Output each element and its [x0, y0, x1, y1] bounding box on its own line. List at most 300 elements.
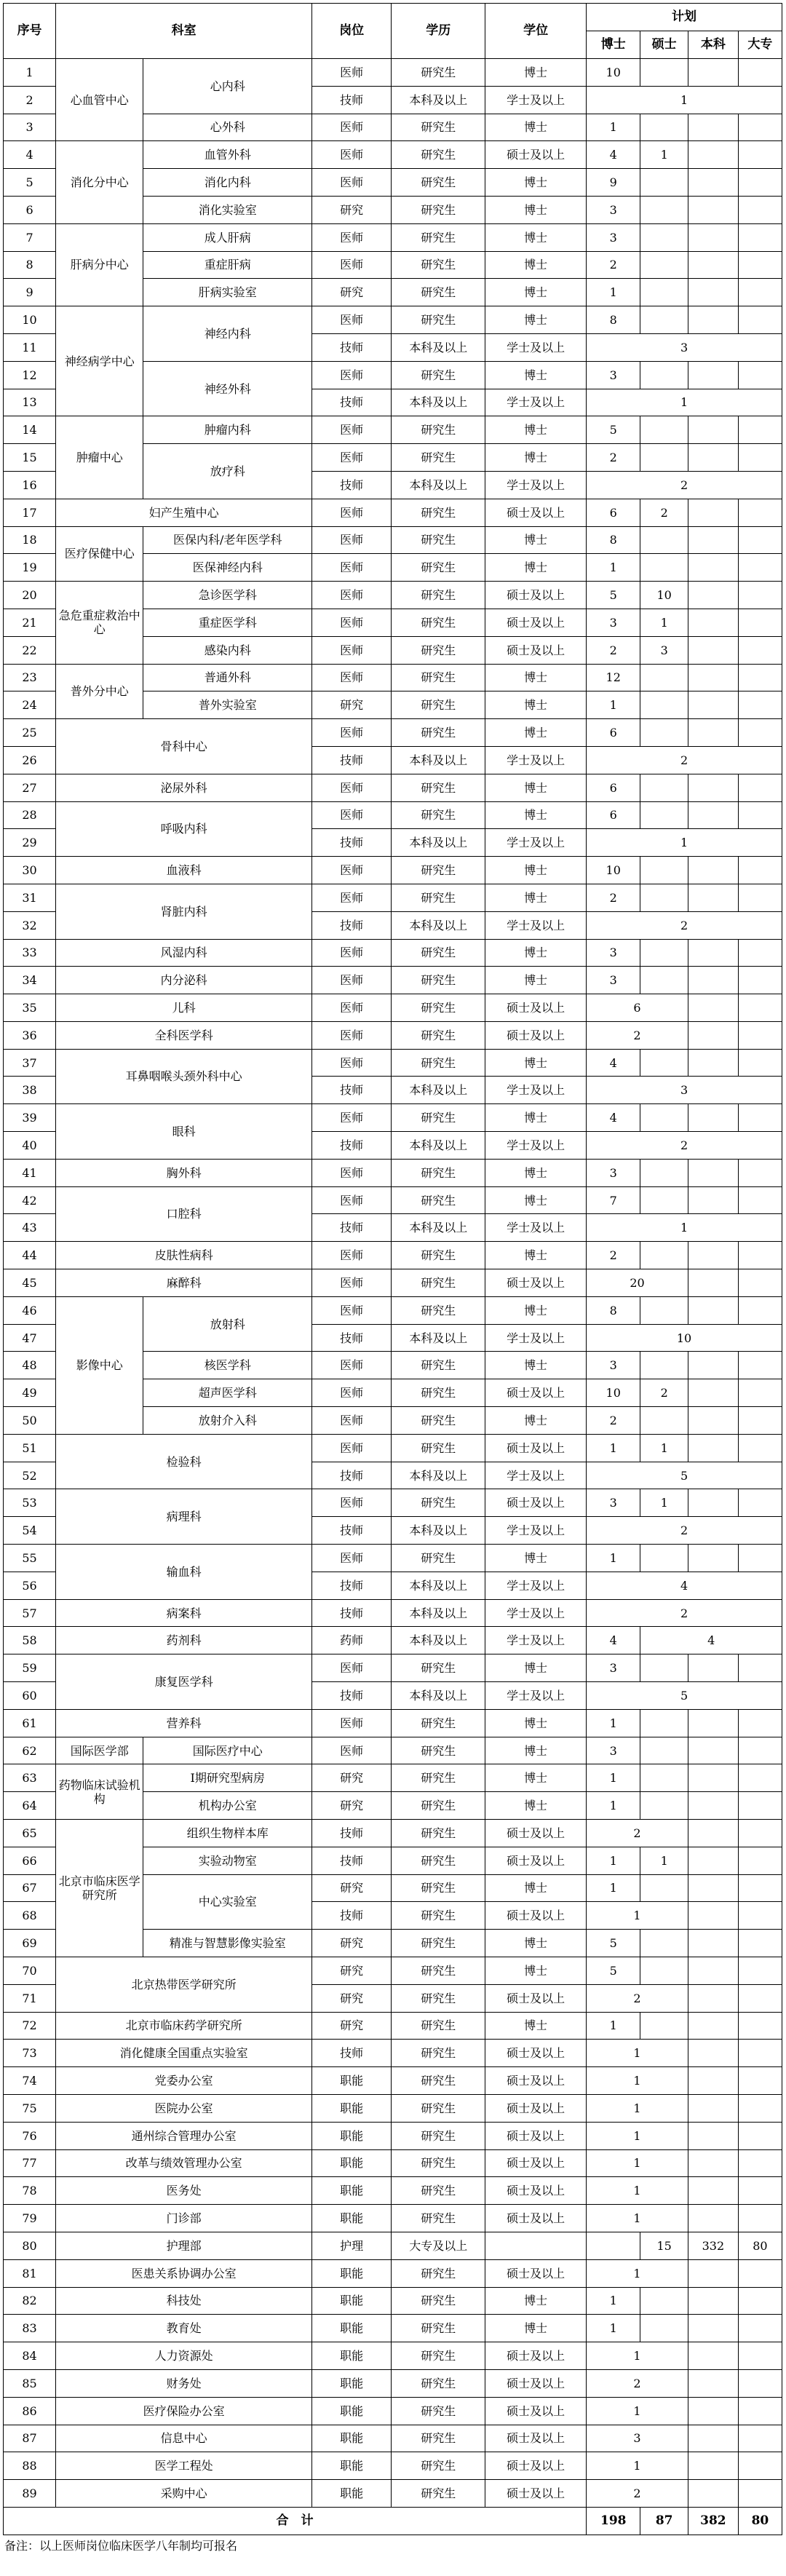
- table-row: [4, 994, 782, 1022]
- table-cell: [688, 361, 738, 389]
- table-cell: 本科及以上: [392, 1214, 485, 1242]
- table-cell: [688, 2067, 738, 2095]
- table-cell: [738, 114, 782, 141]
- recruitment-plan-table: [3, 3, 782, 2535]
- table-row: [4, 223, 782, 251]
- table-cell: 研究生: [392, 2480, 485, 2508]
- table-cell: 硕士及以上: [485, 1847, 587, 1874]
- table-cell: 5: [587, 1957, 640, 1984]
- table-cell: [738, 2122, 782, 2149]
- table-cell: 医师: [312, 1434, 392, 1462]
- table-row: [4, 1242, 782, 1269]
- table-cell: 10: [587, 857, 640, 884]
- table-cell: [688, 416, 738, 444]
- table-cell: [640, 223, 688, 251]
- row-number: 39: [4, 1104, 56, 1132]
- table-cell: 5: [587, 416, 640, 444]
- table-cell: 皮肤性病科: [56, 1242, 312, 1269]
- table-cell: [640, 196, 688, 223]
- table-row: [4, 2149, 782, 2177]
- table-cell: 医师: [312, 1296, 392, 1324]
- table-cell: 博士: [485, 719, 587, 747]
- table-cell: [738, 1847, 782, 1874]
- table-cell: 检验科: [56, 1434, 312, 1489]
- table-cell: 博士: [485, 884, 587, 911]
- table-cell: [640, 1352, 688, 1379]
- table-cell: [688, 994, 738, 1022]
- row-number: 64: [4, 1792, 56, 1820]
- table-cell: 医师: [312, 251, 392, 279]
- table-cell: 职能: [312, 2369, 392, 2397]
- row-number: 12: [4, 361, 56, 389]
- row-number: 89: [4, 2480, 56, 2508]
- table-row: [4, 2342, 782, 2370]
- table-cell: 博士: [485, 2012, 587, 2040]
- table-row: [4, 2122, 782, 2149]
- table-cell: 护理: [312, 2232, 392, 2259]
- table-cell: 10: [587, 1379, 640, 1407]
- table-cell: [738, 306, 782, 334]
- table-cell: 博士: [485, 939, 587, 967]
- table-cell: 研究生: [392, 2287, 485, 2315]
- table-cell: [688, 1186, 738, 1214]
- table-cell: 研究: [312, 196, 392, 223]
- table-cell: 8: [587, 1296, 640, 1324]
- table-cell: 医师: [312, 361, 392, 389]
- table-cell: 职能: [312, 2122, 392, 2149]
- table-cell: [738, 554, 782, 582]
- row-number: 87: [4, 2425, 56, 2452]
- table-cell: [587, 2232, 640, 2259]
- table-cell: 4: [587, 1572, 782, 1599]
- table-body: [4, 59, 782, 2508]
- table-cell: [738, 857, 782, 884]
- table-cell: [738, 582, 782, 609]
- row-number: 48: [4, 1352, 56, 1379]
- table-cell: [688, 1489, 738, 1517]
- table-cell: 研究: [312, 691, 392, 719]
- table-cell: 研究生: [392, 719, 485, 747]
- table-cell: [640, 1737, 688, 1764]
- table-cell: 医师: [312, 1049, 392, 1077]
- table-cell: [738, 2149, 782, 2177]
- table-cell: 博士: [485, 1874, 587, 1902]
- table-cell: [688, 554, 738, 582]
- table-cell: 1: [587, 2149, 688, 2177]
- table-cell: [688, 526, 738, 554]
- table-cell: 研究生: [392, 1296, 485, 1324]
- table-cell: 医师: [312, 719, 392, 747]
- table-cell: 1: [640, 1489, 688, 1517]
- table-row: [4, 1489, 782, 1517]
- table-cell: 学士及以上: [485, 86, 587, 114]
- table-cell: 研究生: [392, 774, 485, 801]
- table-cell: 3: [587, 361, 640, 389]
- table-cell: 研究生: [392, 1737, 485, 1764]
- table-cell: 研究生: [392, 2012, 485, 2040]
- table-cell: 2: [587, 884, 640, 911]
- row-number: 15: [4, 444, 56, 472]
- table-cell: 硕士及以上: [485, 2094, 587, 2122]
- table-cell: 学士及以上: [485, 333, 587, 361]
- row-number: 25: [4, 719, 56, 747]
- table-cell: 博士: [485, 1930, 587, 1957]
- table-cell: 研究生: [392, 1269, 485, 1297]
- table-cell: [688, 691, 738, 719]
- table-cell: 成人肝病: [143, 223, 312, 251]
- table-cell: 本科及以上: [392, 911, 485, 939]
- table-row: [4, 59, 782, 87]
- table-cell: 本科及以上: [392, 1572, 485, 1599]
- table-cell: 普外实验室: [143, 691, 312, 719]
- table-cell: [640, 1545, 688, 1572]
- row-number: 82: [4, 2287, 56, 2315]
- table-cell: 研究生: [392, 2149, 485, 2177]
- table-cell: 6: [587, 801, 640, 829]
- row-number: 7: [4, 223, 56, 251]
- row-number: 52: [4, 1462, 56, 1489]
- row-number: 2: [4, 86, 56, 114]
- table-cell: 6: [587, 719, 640, 747]
- row-number: 22: [4, 636, 56, 664]
- table-cell: 放射科: [143, 1296, 312, 1352]
- table-cell: 3: [587, 1352, 640, 1379]
- table-cell: 1: [587, 2259, 688, 2287]
- row-number: 37: [4, 1049, 56, 1077]
- table-cell: [640, 857, 688, 884]
- table-cell: 科技处: [56, 2287, 312, 2315]
- table-cell: [738, 2205, 782, 2232]
- table-cell: [688, 1407, 738, 1435]
- table-cell: [640, 2287, 688, 2315]
- table-cell: 内分泌科: [56, 967, 312, 994]
- table-cell: 肿瘤内科: [143, 416, 312, 444]
- table-cell: 硕士及以上: [485, 2205, 587, 2232]
- table-cell: 硕士及以上: [485, 2480, 587, 2508]
- table-cell: 麻醉科: [56, 1269, 312, 1297]
- table-cell: 2: [587, 2480, 688, 2508]
- row-number: 1: [4, 59, 56, 87]
- table-cell: [640, 801, 688, 829]
- table-cell: 博士: [485, 967, 587, 994]
- table-cell: 1: [587, 2287, 640, 2315]
- table-cell: 医疗保健中心: [56, 526, 143, 582]
- table-cell: 2: [587, 1820, 688, 1847]
- total-row: [4, 2507, 782, 2535]
- table-cell: 本科及以上: [392, 86, 485, 114]
- table-cell: 医师: [312, 857, 392, 884]
- table-cell: [640, 884, 688, 911]
- total-bachelor: 382: [688, 2507, 738, 2535]
- table-cell: 机构办公室: [143, 1792, 312, 1820]
- table-cell: 核医学科: [143, 1352, 312, 1379]
- table-cell: [738, 636, 782, 664]
- table-cell: 本科及以上: [392, 1077, 485, 1104]
- table-cell: 医师: [312, 1186, 392, 1214]
- table-cell: [738, 1434, 782, 1462]
- table-cell: [688, 2177, 738, 2205]
- table-cell: 博士: [485, 196, 587, 223]
- table-cell: 8: [587, 526, 640, 554]
- table-cell: 2: [587, 1599, 782, 1627]
- table-cell: 研究生: [392, 1874, 485, 1902]
- table-cell: [738, 1792, 782, 1820]
- table-cell: 研究生: [392, 691, 485, 719]
- table-cell: 护理部: [56, 2232, 312, 2259]
- table-cell: 2: [640, 499, 688, 526]
- table-cell: 1: [587, 2315, 640, 2342]
- footnote: 备注：以上医师岗位临床医学八年制均可报名: [4, 2539, 238, 2553]
- table-cell: [738, 1709, 782, 1737]
- table-cell: 硕士及以上: [485, 2067, 587, 2095]
- table-cell: [688, 1242, 738, 1269]
- table-cell: 1: [640, 1847, 688, 1874]
- table-cell: 3: [587, 223, 640, 251]
- row-number: 31: [4, 884, 56, 911]
- table-cell: [688, 857, 738, 884]
- table-cell: 硕士及以上: [485, 2122, 587, 2149]
- table-cell: [738, 884, 782, 911]
- table-cell: 神经病学中心: [56, 306, 143, 416]
- table-cell: [688, 801, 738, 829]
- table-cell: 2: [587, 471, 782, 499]
- table-cell: 1: [587, 2067, 688, 2095]
- row-number: 33: [4, 939, 56, 967]
- table-cell: 学士及以上: [485, 829, 587, 857]
- row-number: 40: [4, 1132, 56, 1160]
- table-cell: 硕士及以上: [485, 636, 587, 664]
- table-cell: 本科及以上: [392, 389, 485, 416]
- table-cell: 技师: [312, 1902, 392, 1930]
- row-number: 83: [4, 2315, 56, 2342]
- table-cell: 肾脏内科: [56, 884, 312, 939]
- table-cell: 研究生: [392, 1489, 485, 1517]
- table-cell: 332: [688, 2232, 738, 2259]
- table-cell: [640, 2315, 688, 2342]
- row-number: 10: [4, 306, 56, 334]
- table-cell: [738, 1021, 782, 1049]
- table-cell: 医师: [312, 526, 392, 554]
- table-cell: 4: [587, 1627, 640, 1654]
- table-cell: 博士: [485, 306, 587, 334]
- table-cell: [640, 279, 688, 306]
- table-cell: 研究: [312, 1792, 392, 1820]
- table-cell: [688, 1930, 738, 1957]
- table-cell: 研究生: [392, 196, 485, 223]
- table-cell: 消化健康全国重点实验室: [56, 2040, 312, 2067]
- table-cell: [738, 1489, 782, 1517]
- table-cell: [738, 196, 782, 223]
- table-cell: 15: [640, 2232, 688, 2259]
- table-cell: [688, 59, 738, 87]
- table-cell: 神经外科: [143, 361, 312, 416]
- table-cell: 消化内科: [143, 169, 312, 197]
- table-cell: [738, 1545, 782, 1572]
- table-cell: [688, 169, 738, 197]
- table-cell: 博士: [485, 416, 587, 444]
- table-cell: [688, 636, 738, 664]
- table-cell: 博士: [485, 1242, 587, 1269]
- row-number: 41: [4, 1159, 56, 1186]
- total-master: 87: [640, 2507, 688, 2535]
- table-cell: [688, 1654, 738, 1682]
- table-cell: 研究生: [392, 279, 485, 306]
- table-cell: 硕士及以上: [485, 1902, 587, 1930]
- header-plan: 计划: [587, 4, 782, 31]
- table-cell: 10: [587, 1324, 782, 1352]
- table-cell: 北京热带医学研究所: [56, 1957, 312, 2012]
- table-cell: [688, 1021, 738, 1049]
- row-number: 17: [4, 499, 56, 526]
- table-cell: [738, 2315, 782, 2342]
- table-cell: 4: [587, 1049, 640, 1077]
- table-cell: 博士: [485, 1186, 587, 1214]
- row-number: 30: [4, 857, 56, 884]
- table-cell: 博士: [485, 664, 587, 691]
- table-cell: 医师: [312, 223, 392, 251]
- table-row: [4, 2397, 782, 2425]
- table-cell: 技师: [312, 1214, 392, 1242]
- table-cell: 5: [587, 582, 640, 609]
- table-cell: 博士: [485, 1764, 587, 1792]
- table-cell: 硕士及以上: [485, 1984, 587, 2012]
- row-number: 34: [4, 967, 56, 994]
- table-cell: 1: [587, 389, 782, 416]
- table-cell: [640, 1186, 688, 1214]
- table-cell: 职能: [312, 2315, 392, 2342]
- table-cell: 研究生: [392, 1957, 485, 1984]
- table-cell: [738, 1957, 782, 1984]
- table-cell: 医师: [312, 1021, 392, 1049]
- table-cell: 博士: [485, 857, 587, 884]
- table-cell: 研究生: [392, 1847, 485, 1874]
- table-cell: 博士: [485, 526, 587, 554]
- row-number: 76: [4, 2122, 56, 2149]
- table-cell: 研究生: [392, 1709, 485, 1737]
- row-number: 20: [4, 582, 56, 609]
- table-cell: 医师: [312, 1379, 392, 1407]
- table-cell: 研究生: [392, 2205, 485, 2232]
- table-cell: 学士及以上: [485, 1627, 587, 1654]
- table-cell: 学士及以上: [485, 471, 587, 499]
- table-cell: [640, 306, 688, 334]
- table-cell: [688, 2094, 738, 2122]
- table-cell: 本科及以上: [392, 1599, 485, 1627]
- table-cell: 医师: [312, 994, 392, 1022]
- table-row: [4, 939, 782, 967]
- table-cell: 硕士及以上: [485, 2259, 587, 2287]
- table-cell: [688, 2342, 738, 2370]
- table-cell: 通州综合管理办公室: [56, 2122, 312, 2149]
- table-cell: 3: [587, 939, 640, 967]
- table-cell: 硕士及以上: [485, 1021, 587, 1049]
- table-cell: [738, 444, 782, 472]
- table-cell: I期研究型病房: [143, 1764, 312, 1792]
- table-cell: 研究生: [392, 636, 485, 664]
- table-cell: [688, 1159, 738, 1186]
- table-cell: 研究生: [392, 1792, 485, 1820]
- table-cell: [738, 2012, 782, 2040]
- table-cell: [688, 774, 738, 801]
- table-cell: [688, 1874, 738, 1902]
- table-cell: 研究生: [392, 2259, 485, 2287]
- row-number: 49: [4, 1379, 56, 1407]
- table-cell: [688, 664, 738, 691]
- table-row: [4, 1021, 782, 1049]
- table-cell: 医师: [312, 884, 392, 911]
- table-cell: [688, 1434, 738, 1462]
- table-cell: [688, 1104, 738, 1132]
- table-cell: 医学工程处: [56, 2452, 312, 2480]
- table-cell: 4: [587, 141, 640, 169]
- table-row: [4, 1957, 782, 1984]
- table-cell: 博士: [485, 1545, 587, 1572]
- table-cell: 博士: [485, 1352, 587, 1379]
- table-cell: 1: [587, 1709, 640, 1737]
- table-cell: 血管外科: [143, 141, 312, 169]
- table-cell: 职能: [312, 2149, 392, 2177]
- table-cell: 本科及以上: [392, 829, 485, 857]
- table-cell: 3: [587, 609, 640, 636]
- table-cell: 医师: [312, 1709, 392, 1737]
- table-cell: 康复医学科: [56, 1654, 312, 1710]
- table-cell: 2: [587, 1132, 782, 1160]
- table-cell: 研究生: [392, 526, 485, 554]
- table-cell: [688, 2205, 738, 2232]
- table-row: [4, 582, 782, 609]
- table-cell: 急诊医学科: [143, 582, 312, 609]
- table-cell: 技师: [312, 1077, 392, 1104]
- row-number: 46: [4, 1296, 56, 1324]
- table-cell: [640, 114, 688, 141]
- table-cell: 感染内科: [143, 636, 312, 664]
- table-row: [4, 2232, 782, 2259]
- table-cell: [738, 251, 782, 279]
- row-number: 59: [4, 1654, 56, 1682]
- table-row: [4, 857, 782, 884]
- table-cell: 研究生: [392, 251, 485, 279]
- table-cell: [738, 2369, 782, 2397]
- table-cell: 研究生: [392, 2094, 485, 2122]
- table-cell: 病理科: [56, 1489, 312, 1545]
- table-cell: [640, 1049, 688, 1077]
- table-row: [4, 1709, 782, 1737]
- table-cell: [688, 1545, 738, 1572]
- row-number: 6: [4, 196, 56, 223]
- table-cell: [640, 1407, 688, 1435]
- table-cell: 博士: [485, 1957, 587, 1984]
- table-row: [4, 1737, 782, 1764]
- table-cell: 12: [587, 664, 640, 691]
- table-cell: 研究生: [392, 306, 485, 334]
- table-cell: [688, 2369, 738, 2397]
- table-cell: [640, 444, 688, 472]
- table-cell: 研究生: [392, 1159, 485, 1186]
- table-cell: 研究: [312, 1874, 392, 1902]
- table-cell: 药师: [312, 1627, 392, 1654]
- row-number: 66: [4, 1847, 56, 1874]
- row-number: 75: [4, 2094, 56, 2122]
- table-cell: 输血科: [56, 1545, 312, 1600]
- table-row: [4, 1434, 782, 1462]
- table-cell: 风湿内科: [56, 939, 312, 967]
- table-cell: [688, 2122, 738, 2149]
- table-cell: 博士: [485, 59, 587, 87]
- table-cell: 3: [587, 1159, 640, 1186]
- table-cell: 研究生: [392, 1049, 485, 1077]
- row-number: 23: [4, 664, 56, 691]
- table-cell: 研究: [312, 279, 392, 306]
